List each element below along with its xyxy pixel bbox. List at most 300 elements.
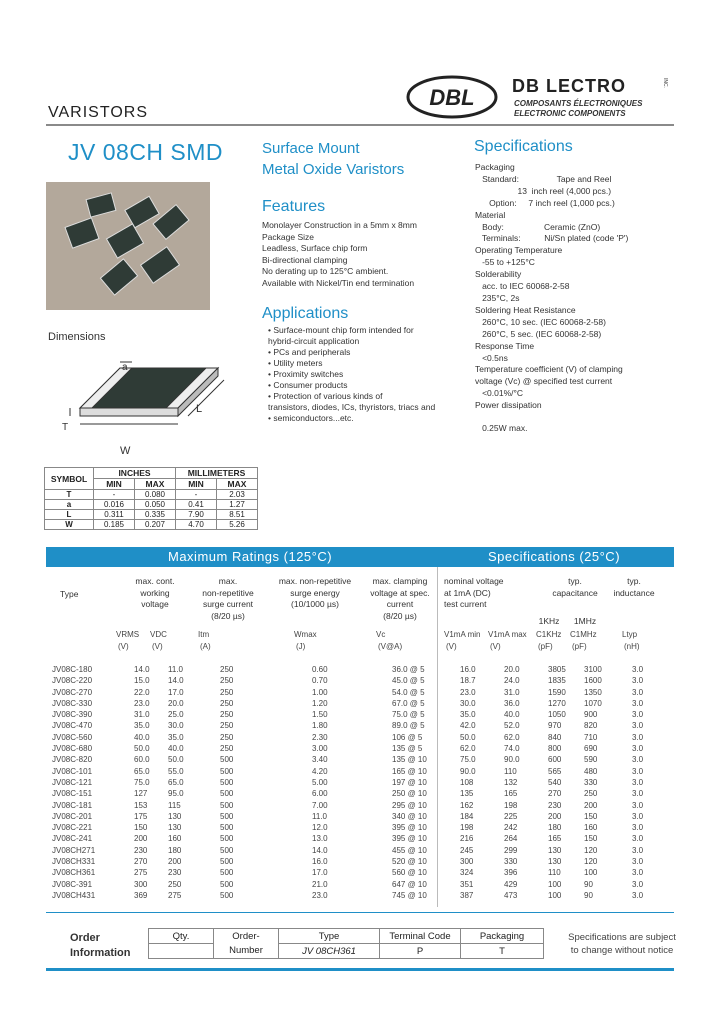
rating-value: 250 — [220, 698, 234, 708]
col-unit: (J) — [296, 642, 306, 651]
dim-sub-header: MAX — [217, 479, 258, 490]
applications-title: Applications — [262, 305, 349, 322]
rating-value: 45.0 @ 5 — [392, 676, 425, 686]
col-header-line: capacitance — [552, 587, 598, 598]
rating-value: 3805 — [548, 665, 566, 674]
spec-line: 13 inch reel (4,000 pcs.) — [475, 185, 612, 196]
rating-value: 395 @ 10 — [392, 823, 427, 833]
rating-value: 3.0 — [632, 879, 644, 889]
rating-value: 3.0 — [632, 777, 644, 787]
rating-value: 3.0 — [632, 687, 644, 697]
rating-value: 135 @ 5 — [392, 744, 423, 754]
rating-value: 250 — [584, 789, 598, 799]
dim-value: 5.26 — [217, 520, 258, 530]
rating-value: 40.0 — [504, 710, 520, 720]
spec-line: <0.01%/°C — [475, 388, 524, 399]
rating-value: 3.0 — [632, 676, 644, 686]
dim-value: 0.207 — [135, 520, 176, 530]
rating-value: 324 — [460, 868, 474, 878]
rating-value: 197 @ 10 — [392, 777, 427, 787]
col-header-line: voltage at spec. — [370, 587, 430, 598]
application-item: hybrid-circuit application — [268, 336, 360, 346]
rating-value: 165 — [504, 789, 518, 799]
rating-type: JV08C-181 — [52, 800, 93, 810]
col-unit: (V) — [118, 642, 129, 651]
rating-value: 800 — [548, 744, 562, 754]
rating-type: JV08C-201 — [52, 811, 93, 821]
subtitle-line2: Metal Oxide Varistors — [262, 161, 405, 178]
dim-sub-header: MAX — [135, 479, 176, 490]
rating-value: 200 — [168, 857, 182, 867]
rating-type: JV08C-220 — [52, 676, 93, 686]
brand-line1: COMPOSANTS ÉLECTRONIQUES — [514, 99, 643, 108]
application-item: • Protection of various kinds of — [268, 391, 383, 401]
dim-value: 0.080 — [135, 490, 176, 500]
rating-value: 1050 — [548, 710, 566, 720]
order-h-terminal: Terminal Code — [380, 929, 461, 944]
application-item: • semiconductors...etc. — [268, 413, 354, 423]
col-cap-header — [542, 576, 608, 599]
rating-value: 55.0 — [168, 766, 184, 776]
order-h-type: Type — [279, 929, 380, 944]
col-header-line: surge current — [202, 599, 254, 609]
rating-value: 65.0 — [134, 766, 150, 776]
rating-row — [0, 788, 720, 799]
dbl-logo — [404, 72, 500, 122]
rating-value: 745 @ 10 — [392, 890, 427, 900]
rating-value: 710 — [584, 732, 598, 742]
spec-line: acc. to IEC 60068-2-58 — [475, 281, 570, 292]
feature-item: Package Size — [262, 231, 314, 242]
rating-value: 395 @ 10 — [392, 834, 427, 844]
rating-value: 135 — [460, 789, 474, 799]
rating-row — [0, 766, 720, 777]
rating-value: 500 — [220, 879, 234, 889]
col-energy-header — [270, 576, 360, 611]
col-header-line: at 1mA (DC) — [444, 587, 491, 598]
rating-value: 500 — [220, 755, 234, 765]
rating-value: 500 — [220, 890, 234, 900]
col-symbol: Vc — [376, 630, 386, 639]
rating-row — [0, 732, 720, 743]
rating-value: 647 @ 10 — [392, 879, 427, 889]
dim-symbol: a — [45, 500, 94, 510]
rating-type: JV08C-820 — [52, 755, 93, 765]
rating-type: JV08C-391 — [52, 879, 93, 889]
symbols-row — [0, 630, 720, 654]
col-symbol: VRMS — [116, 630, 140, 639]
order-note-1: Specifications are subject — [568, 932, 676, 943]
rating-row — [0, 811, 720, 822]
rating-value: 31.0 — [504, 687, 520, 697]
order-terminal-value: P — [380, 944, 461, 959]
rating-value: 300 — [460, 857, 474, 867]
spec-line: <0.5ns — [475, 352, 508, 363]
rating-value: 3.0 — [632, 845, 644, 855]
rating-value: 3.0 — [632, 823, 644, 833]
feature-item: No derating up to 125°C ambient. — [262, 266, 389, 276]
col-unit: (V) — [446, 642, 457, 651]
rating-value: 35.0 — [460, 710, 476, 720]
rating-value: 15.0 — [134, 676, 150, 686]
order-label-1: Order — [70, 932, 100, 944]
order-h-number: Order- — [214, 929, 279, 944]
rating-row — [0, 709, 720, 720]
ratings-band — [46, 547, 674, 567]
rating-value: 52.0 — [504, 721, 520, 731]
rating-value: 500 — [220, 868, 234, 878]
rating-value: 184 — [460, 811, 474, 821]
spec-line: Material — [475, 209, 506, 220]
header-rule — [46, 124, 674, 126]
rating-value: 250 @ 10 — [392, 789, 427, 799]
rating-value: 132 — [504, 777, 518, 787]
rating-value: 3.0 — [632, 710, 644, 720]
rating-value: 165 — [548, 834, 562, 844]
rating-value: 396 — [504, 868, 518, 878]
dim-value: 7.90 — [176, 510, 217, 520]
rating-value: 22.0 — [134, 687, 150, 697]
rating-type: JV08C-270 — [52, 687, 93, 697]
feature-item: Leadless, Surface chip form — [262, 243, 368, 253]
rating-row — [0, 754, 720, 765]
rating-value: 250 — [220, 687, 234, 697]
rating-value: 500 — [220, 845, 234, 855]
rating-value: 3.0 — [632, 732, 644, 742]
band-left-title: Maximum Ratings (125°C) — [168, 549, 333, 564]
product-photo — [46, 182, 210, 310]
rating-value: 225 — [504, 811, 518, 821]
rating-row — [0, 800, 720, 811]
dim-symbol: W — [45, 520, 94, 530]
spec-line: Option: 7 inch reel (1,000 pcs.) — [475, 197, 615, 208]
col-header-line: (8/20 µs) — [383, 610, 417, 621]
features-title: Features — [262, 198, 326, 215]
rating-value: 35.0 — [134, 721, 150, 731]
col-nominal-header — [444, 576, 526, 611]
rating-value: 75.0 @ 5 — [392, 710, 425, 720]
rating-value: 540 — [548, 777, 562, 787]
rating-value: 1835 — [548, 676, 566, 686]
ratings-bottom-rule — [46, 912, 674, 913]
spec-line: voltage (Vc) @ specified test current — [475, 376, 613, 387]
rating-value: 14.0 — [168, 676, 184, 686]
rating-value: 18.7 — [460, 676, 476, 686]
rating-value: 17.0 — [168, 687, 184, 697]
rating-value: 50.0 — [460, 732, 476, 742]
rating-value: 1.20 — [312, 698, 328, 708]
spec-line: Operating Temperature — [475, 245, 563, 256]
rating-value: 50.0 — [134, 744, 150, 754]
rating-value: 23.0 — [134, 698, 150, 708]
col-header-line: test current — [444, 599, 487, 609]
specifications-list — [475, 162, 685, 435]
rating-value: 75.0 — [134, 777, 150, 787]
rating-value: 150 — [134, 823, 148, 833]
rating-value: 30.0 — [460, 698, 476, 708]
rating-value: 6.00 — [312, 789, 328, 799]
rating-value: 270 — [548, 789, 562, 799]
rating-value: 110 — [504, 766, 517, 776]
order-table — [148, 928, 544, 959]
rating-row — [0, 822, 720, 833]
rating-value: 0.60 — [312, 665, 328, 674]
col-symbol: C1MHz — [570, 630, 597, 639]
rating-value: 275 — [134, 868, 148, 878]
rating-type: JV08C-101 — [52, 766, 93, 776]
col-ind-header — [606, 576, 662, 599]
application-item: • PCs and peripherals — [268, 347, 351, 357]
col-clamp-header — [362, 576, 438, 622]
rating-value: 67.0 @ 5 — [392, 698, 425, 708]
dim-value: 0.185 — [94, 520, 135, 530]
dim-value: 2.03 — [217, 490, 258, 500]
col-header-line: max. cont. — [135, 576, 175, 586]
dimension-table — [44, 467, 258, 530]
rating-row — [0, 879, 720, 890]
spec-line: -55 to +125°C — [475, 257, 535, 268]
rating-row — [0, 845, 720, 856]
rating-value: 500 — [220, 857, 234, 867]
cap-freq-1mhz: 1MHz — [573, 616, 597, 626]
col-surge-header — [188, 576, 268, 622]
rating-row — [0, 664, 720, 675]
order-label — [70, 931, 131, 961]
rating-row — [0, 777, 720, 788]
rating-value: 387 — [460, 890, 474, 900]
rating-value: 95.0 — [168, 789, 184, 799]
rating-value: 500 — [220, 811, 234, 821]
rating-value: 90 — [584, 879, 593, 889]
rating-value: 62.0 — [460, 744, 476, 754]
col-header-line: (8/20 µs) — [211, 610, 245, 621]
rating-row — [0, 687, 720, 698]
rating-value: 3.0 — [632, 868, 644, 878]
rating-value: 1.00 — [312, 687, 328, 697]
rating-value: 250 — [220, 676, 234, 686]
rating-type: JV08C-680 — [52, 744, 93, 754]
order-note-2: to change without notice — [570, 945, 674, 956]
rating-row — [0, 720, 720, 731]
rating-value: 369 — [134, 890, 148, 900]
rating-value: 100 — [584, 868, 598, 878]
cap-freq-1khz: 1KHz — [538, 616, 560, 626]
rating-row — [0, 675, 720, 686]
col-symbol: Wmax — [294, 630, 317, 639]
rating-value: 23.0 — [460, 687, 476, 697]
col-symbol: Itm — [198, 630, 210, 639]
spec-line: Body: Ceramic (ZnO) — [475, 221, 601, 232]
col-header-line: inductance — [613, 587, 655, 598]
rating-value: 500 — [220, 800, 234, 810]
rating-value: 429 — [504, 879, 518, 889]
dim-row — [45, 510, 258, 520]
order-type-value: JV 08CH361 — [279, 944, 380, 959]
rating-value: 264 — [504, 834, 518, 844]
rating-row — [0, 867, 720, 878]
rating-value: 54.0 @ 5 — [392, 687, 425, 697]
rating-value: 300 — [134, 879, 148, 889]
col-header-line: nominal voltage — [444, 576, 504, 586]
rating-value: 150 — [584, 811, 598, 821]
rating-value: 299 — [504, 845, 518, 855]
rating-value: 242 — [504, 823, 518, 833]
band-right-title: Specifications (25°C) — [488, 549, 621, 564]
col-type-header: Type — [60, 589, 79, 599]
rating-value: 560 @ 10 — [392, 868, 427, 878]
rating-value: 520 @ 10 — [392, 857, 427, 867]
rating-value: 100 — [548, 890, 562, 900]
rating-value: 198 — [460, 823, 474, 833]
rating-value: 65.0 — [168, 777, 184, 787]
dim-symbol-header: SYMBOL — [45, 468, 94, 490]
rating-value: 500 — [220, 777, 234, 787]
dim-value: - — [176, 490, 217, 500]
col-header-line: typ. — [627, 576, 641, 586]
rating-value: 150 — [584, 834, 598, 844]
rating-value: 106 @ 5 — [392, 732, 423, 742]
dim-mm-header: MILLIMETERS — [176, 468, 258, 479]
col-symbol: V1mA max — [488, 630, 527, 639]
order-note — [566, 931, 678, 957]
dim-row — [45, 500, 258, 510]
rating-value: 250 — [220, 665, 234, 674]
rating-value: 100 — [548, 879, 562, 889]
col-header-line: working — [140, 587, 170, 598]
footer-rule — [46, 968, 674, 971]
rating-value: 11.0 — [312, 811, 327, 821]
rating-value: 110 — [548, 868, 561, 878]
spec-line: Power dissipation — [475, 400, 542, 411]
application-item: • Surface-mount chip form intended for — [268, 325, 414, 335]
rating-value: 60.0 — [134, 755, 150, 765]
dim-symbol: L — [45, 510, 94, 520]
spec-line: Soldering Heat Resistance — [475, 304, 576, 315]
spec-line: 235°C, 2s — [475, 292, 520, 303]
rating-value: 690 — [584, 744, 598, 754]
rating-type: JV08C-470 — [52, 721, 93, 731]
rating-value: 245 — [460, 845, 474, 855]
rating-type: JV08CH271 — [52, 845, 96, 855]
rating-value: 250 — [168, 879, 182, 889]
order-label-2: Information — [70, 947, 131, 959]
rating-value: 590 — [584, 755, 598, 765]
rating-value: 230 — [134, 845, 148, 855]
rating-value: 50.0 — [168, 755, 184, 765]
rating-value: 0.70 — [312, 676, 328, 686]
rating-value: 1.80 — [312, 721, 328, 731]
rating-value: 75.0 — [460, 755, 476, 765]
rating-value: 3.0 — [632, 665, 644, 674]
spec-line — [475, 412, 685, 423]
rating-value: 90.0 — [460, 766, 476, 776]
feature-item: Available with Nickel/Tin end termination — [262, 277, 415, 288]
features-list — [262, 220, 462, 289]
rating-value: 330 — [584, 777, 598, 787]
rating-type: JV08C-180 — [52, 665, 93, 674]
dim-inches-header: INCHES — [94, 468, 176, 479]
dim-sub-header: MIN — [176, 479, 217, 490]
col-symbol: C1KHz — [536, 630, 562, 639]
rating-value: 160 — [584, 823, 598, 833]
rating-value: 3.0 — [632, 766, 644, 776]
rating-value: 200 — [134, 834, 148, 844]
col-unit: (V@A) — [378, 642, 403, 651]
dim-value: 0.311 — [94, 510, 135, 520]
rating-value: 20.0 — [168, 698, 184, 708]
rating-value: 25.0 — [168, 710, 184, 720]
order-packaging-value: T — [461, 944, 544, 959]
col-symbol: Ltyp — [622, 630, 638, 639]
order-qty-value[interactable] — [149, 944, 214, 959]
col-unit: (V) — [490, 642, 501, 651]
rating-value: 600 — [548, 755, 562, 765]
rating-value: 130 — [168, 811, 182, 821]
rating-type: JV08C-330 — [52, 698, 93, 708]
rating-value: 36.0 — [504, 698, 520, 708]
col-header-line: current — [386, 599, 414, 609]
rating-value: 900 — [584, 710, 598, 720]
rating-row — [0, 890, 720, 901]
rating-value: 14.0 — [312, 845, 328, 855]
rating-value: 473 — [504, 890, 518, 900]
col-symbol: V1mA min — [444, 630, 481, 639]
brand-name — [512, 76, 626, 97]
rating-value: 3.0 — [632, 811, 644, 821]
rating-value: 250 — [220, 732, 234, 742]
rating-value: 3.0 — [632, 890, 644, 900]
feature-item: Monolayer Construction in a 5mm x 8mm — [262, 220, 417, 230]
subtitle-line1: Surface Mount — [262, 140, 360, 157]
rating-value: 16.0 — [312, 857, 328, 867]
rating-value: 160 — [168, 834, 182, 844]
brand-line2: ELECTRONIC COMPONENTS — [514, 109, 626, 118]
rating-row — [0, 833, 720, 844]
rating-value: 62.0 — [504, 732, 520, 742]
rating-value: 500 — [220, 766, 234, 776]
dim-row — [45, 490, 258, 500]
col-unit: (pF) — [572, 642, 587, 651]
rating-value: 250 — [220, 744, 234, 754]
spec-line: Standard: Tape and Reel — [475, 173, 612, 184]
rating-value: 90.0 — [504, 755, 520, 765]
rating-value: 180 — [168, 845, 182, 855]
rating-value: 14.0 — [134, 665, 150, 674]
rating-value: 500 — [220, 823, 234, 833]
dim-value: 0.41 — [176, 500, 217, 510]
rating-value: 42.0 — [460, 721, 476, 731]
rating-row — [0, 743, 720, 754]
rating-value: 840 — [548, 732, 562, 742]
order-h-qty: Qty. — [149, 929, 214, 944]
rating-value: 30.0 — [168, 721, 184, 731]
dim-value: - — [94, 490, 135, 500]
rating-value: 480 — [584, 766, 598, 776]
rating-value: 20.0 — [504, 665, 520, 674]
dim-value: 4.70 — [176, 520, 217, 530]
dim-label-w: W — [120, 445, 131, 457]
rating-value: 970 — [548, 721, 562, 731]
spec-line: 260°C, 5 sec. (IEC 60068-2-58) — [475, 328, 602, 339]
application-item: • Proximity switches — [268, 369, 344, 379]
rating-value: 1590 — [548, 687, 566, 697]
rating-value: 24.0 — [504, 676, 520, 686]
col-cont-header — [118, 576, 192, 611]
rating-value: 4.20 — [312, 766, 328, 776]
rating-value: 270 — [134, 857, 148, 867]
spec-line: 0.25W max. — [475, 423, 528, 434]
rating-value: 216 — [460, 834, 474, 844]
